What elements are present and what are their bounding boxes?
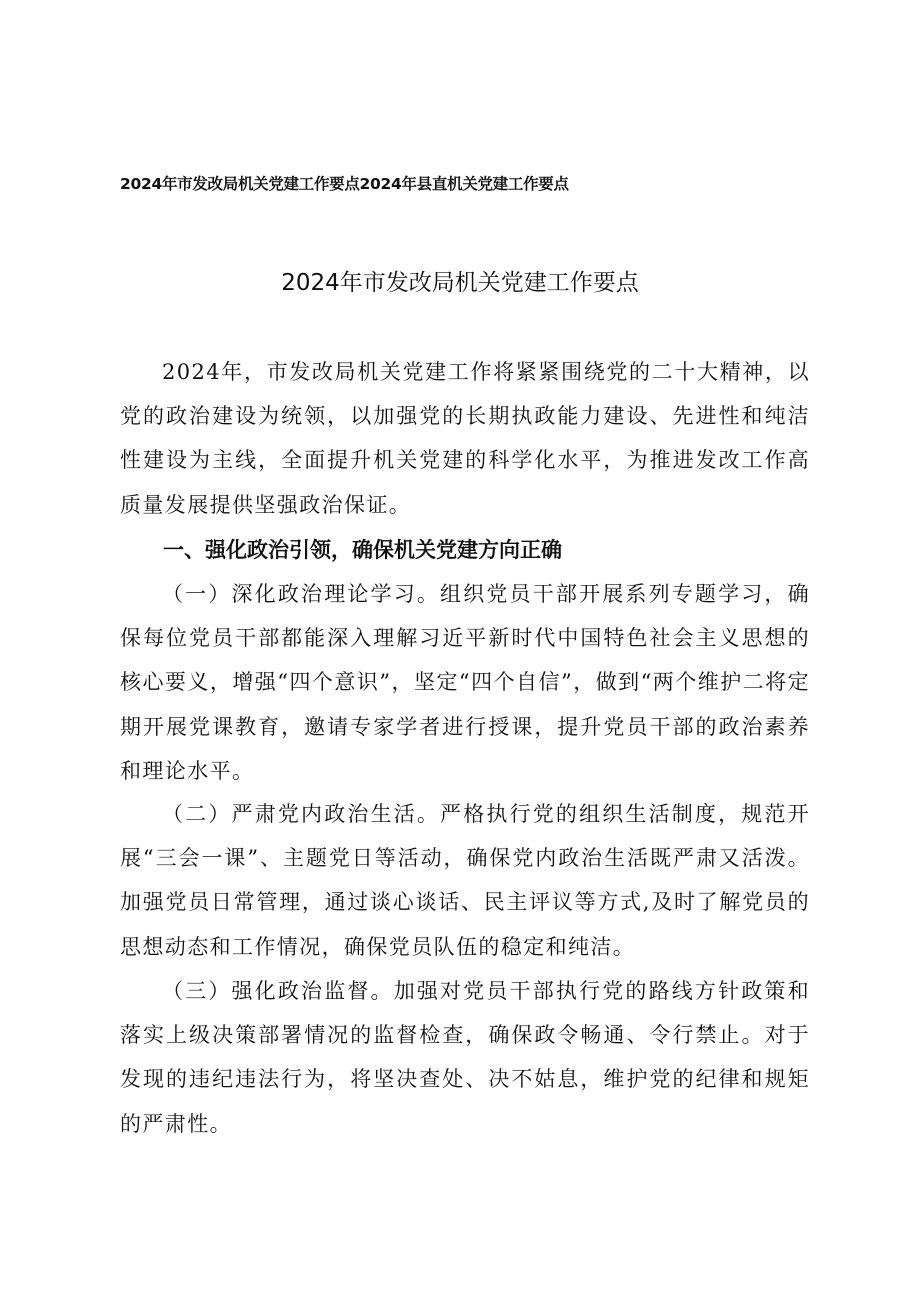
section-item-paragraph: （三）强化政治监督。加强对党员干部执行党的路线方针政策和落实上级决策部署情况的监督检查，确保政令畅通、令行禁止。对于发现的违纪违法行为，将坚决查处、决不姑息，维护党的纪律和规矩的严肃性。 <box>120 979 810 1136</box>
document-title: 2024年市发改局机关党建工作要点 <box>281 270 639 296</box>
section-heading: 一、强化政治引领，确保机关党建方向正确 <box>163 538 562 562</box>
intro-paragraph: 2024年，市发改局机关党建工作将紧紧围绕党的二十大精神，以党的政治建设为统领，以加强党的长期执政能力建设、先进性和纯洁性建设为主线，全面提升机关党建的科学化水平，为推进发改工作高质量发展提供坚强政治保证。 <box>120 360 810 517</box>
section-item-paragraph: （一）深化政治理论学习。组织党员干部开展系列专题学习，确保每位党员干部都能深入理解习近平新时代中国特色社会主义思想的核心要义，增强“四个意识”，坚定“四个自信”，做到“两个维护二将定期开展党课教育，邀请专家学者进行授课，提升党员干部的政治素养和理论水平。 <box>120 582 810 783</box>
section-item-paragraph: （二）严肃党内政治生活。严格执行党的组织生活制度，规范开展“三会一课”、主题党日等活动，确保党内政治生活既严肃又活泼。加强党员日常管理，通过谈心谈话、民主评议等方式,及时了解党员的思想动态和工作情况，确保党员队伍的稳定和纯洁。 <box>120 802 810 959</box>
document-header-line: 2024年市发改局机关党建工作要点2024年县直机关党建工作要点 <box>120 175 569 193</box>
